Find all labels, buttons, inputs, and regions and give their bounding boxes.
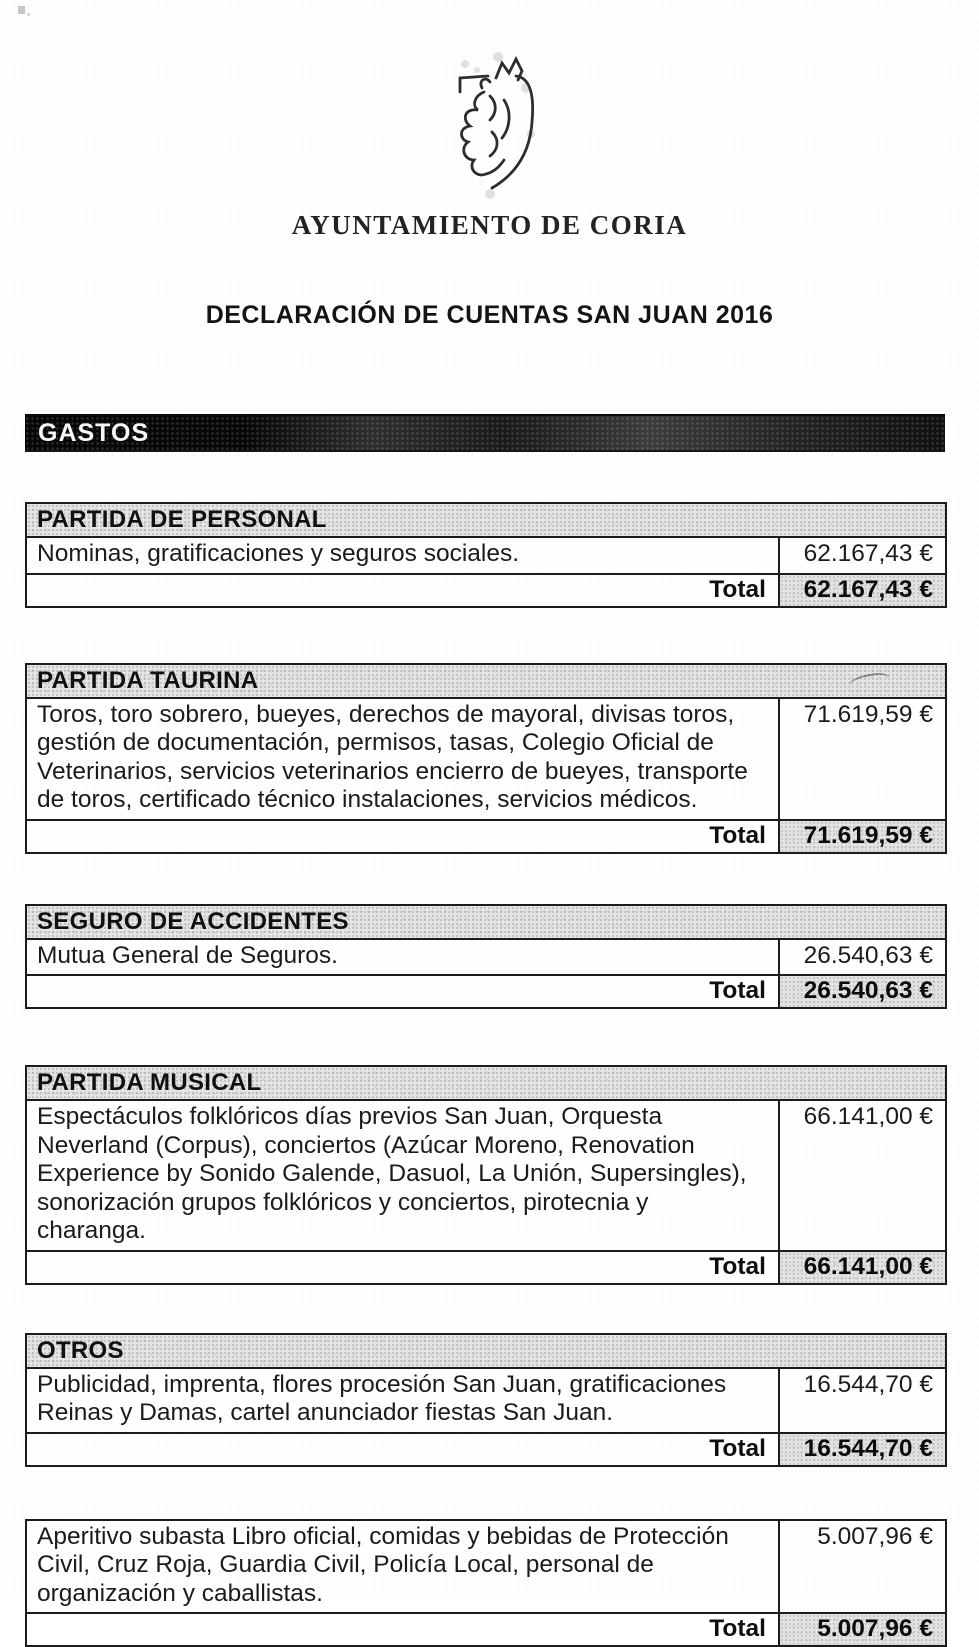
table-title: SEGURO DE ACCIDENTES	[26, 905, 946, 939]
total-label: Total	[26, 1433, 779, 1466]
total-amount: 5.007,96 €	[779, 1613, 946, 1646]
total-label: Total	[26, 574, 779, 607]
table-title: OTROS	[26, 1334, 946, 1368]
expense-amount: 62.167,43 €	[779, 537, 946, 574]
expense-table-aperitivo	[25, 1519, 947, 1647]
total-label: Total	[26, 1613, 779, 1646]
expense-description: Espectáculos folklóricos días previos San Juan, Orquesta Neverland (Corpus), conciertos (Azúcar Moreno, Renovation Experience by Sonido Galende, Dasuol, La Unión, Supersingles), sonorización grupos folklóricos y conciertos, pirotecnia y charanga.	[26, 1100, 779, 1251]
total-amount: 62.167,43 €	[779, 574, 946, 607]
expense-description: Nominas, gratificaciones y seguros sociales.	[26, 537, 779, 574]
expense-description: Publicidad, imprenta, flores procesión San Juan, gratificaciones Reinas y Damas, cartel anunciador fiestas San Juan.	[26, 1368, 779, 1433]
expense-description: Toros, toro sobrero, bueyes, derechos de mayoral, divisas toros, gestión de documentación, permisos, tasas, Colegio Oficial de Veterinarios, servicios veterinarios encierro de bueyes, transporte de toros, certificado técnico instalaciones, servicios médicos.	[26, 698, 779, 820]
total-amount: 26.540,63 €	[779, 975, 946, 1008]
expense-table-partida-taurina	[25, 663, 947, 854]
total-amount: 66.141,00 €	[779, 1251, 946, 1284]
total-label: Total	[26, 975, 779, 1008]
total-label: Total	[26, 820, 779, 853]
org-name: AYUNTAMIENTO DE CORIA	[0, 210, 979, 241]
expense-amount: 66.141,00 €	[779, 1100, 946, 1251]
section-banner-label: GASTOS	[38, 418, 149, 448]
document-title: DECLARACIÓN DE CUENTAS SAN JUAN 2016	[0, 301, 979, 330]
expense-table-otros	[25, 1333, 947, 1467]
scan-artifact	[18, 6, 25, 14]
expense-table-seguro-de-accidentes	[25, 904, 947, 1010]
expense-amount: 5.007,96 €	[779, 1520, 946, 1614]
section-banner-gastos	[25, 416, 945, 450]
document-header	[0, 0, 979, 241]
scan-mark	[848, 671, 891, 686]
expense-description: Mutua General de Seguros.	[26, 939, 779, 976]
expense-table-partida-de-personal	[25, 502, 947, 608]
table-title: PARTIDA DE PERSONAL	[26, 503, 946, 537]
expense-amount: 16.544,70 €	[779, 1368, 946, 1433]
table-title-text: PARTIDA TAURINA	[37, 667, 258, 694]
expense-amount: 26.540,63 €	[779, 939, 946, 976]
total-label: Total	[26, 1251, 779, 1284]
table-title	[26, 664, 946, 698]
expense-description: Aperitivo subasta Libro oficial, comidas y bebidas de Protección Civil, Cruz Roja, Guardia Civil, Policía Local, personal de organización y caballistas.	[26, 1520, 779, 1614]
table-title: PARTIDA MUSICAL	[26, 1066, 946, 1100]
total-amount: 71.619,59 €	[779, 820, 946, 853]
expense-amount: 71.619,59 €	[779, 698, 946, 820]
expense-table-partida-musical	[25, 1065, 947, 1285]
coria-coat-of-arms-logo	[415, 50, 565, 200]
total-amount: 16.544,70 €	[779, 1433, 946, 1466]
